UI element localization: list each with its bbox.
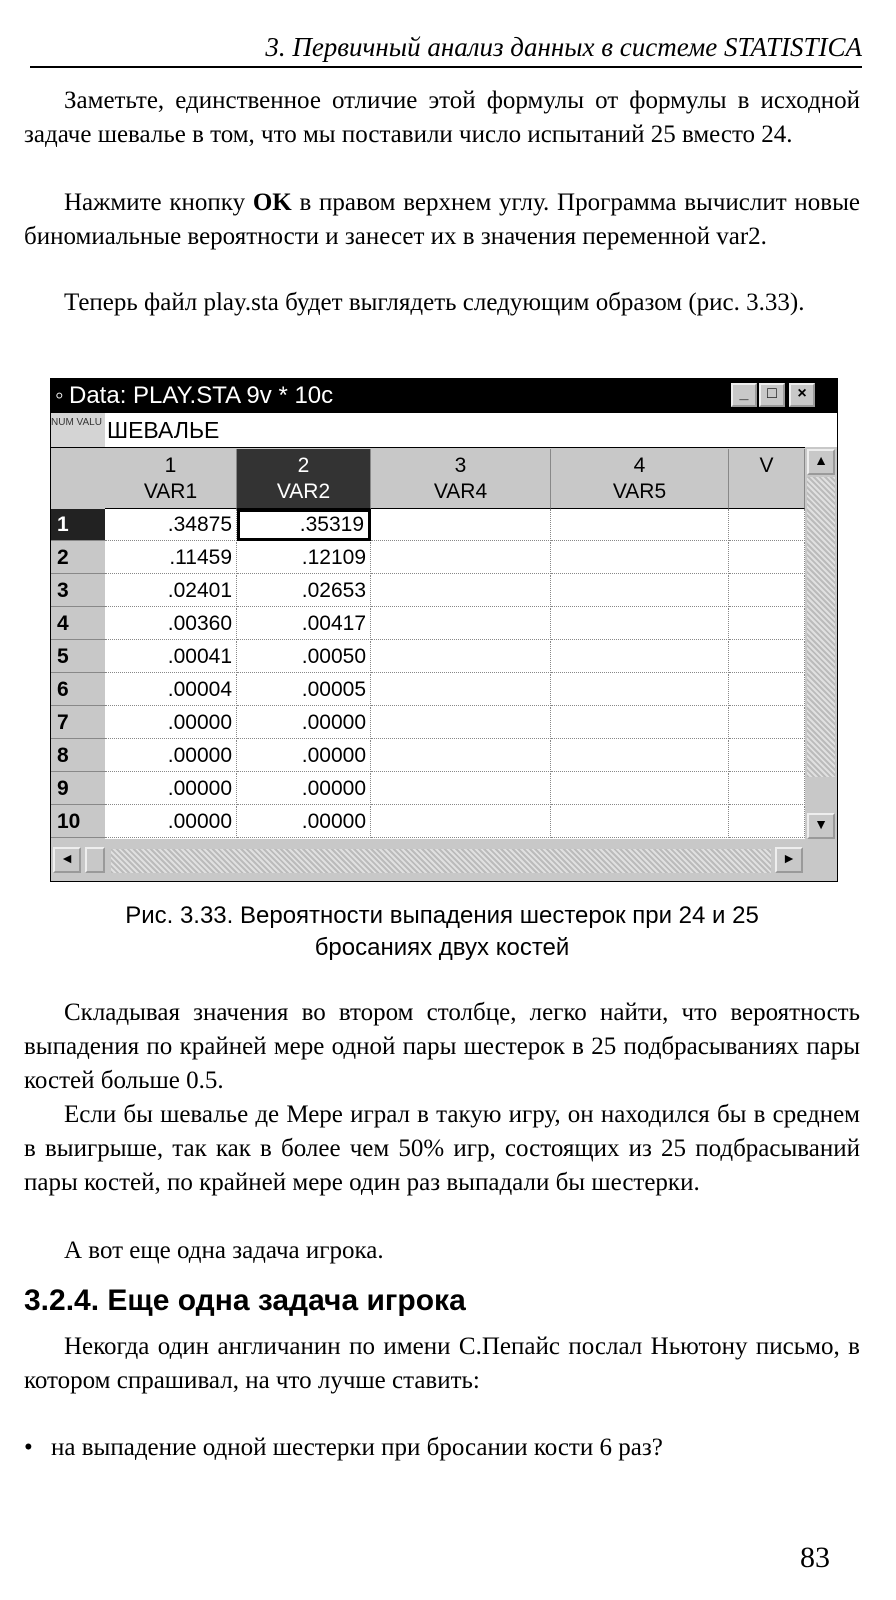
table-cell[interactable] [729, 542, 805, 574]
table-cell[interactable] [551, 542, 729, 574]
column-name: VAR2 [276, 480, 331, 503]
column-name: VAR1 [143, 480, 198, 503]
table-cell[interactable] [729, 806, 805, 838]
variable-name-field[interactable]: ШЕВАЛЬЕ [105, 415, 807, 445]
row-header-3[interactable]: 3 [51, 575, 105, 607]
table-cell[interactable]: .00000 [105, 773, 237, 805]
column-number: 2 [297, 454, 310, 477]
table-cell[interactable]: .00417 [237, 608, 371, 640]
table-cell[interactable] [729, 674, 805, 706]
paragraph-5: Если бы шевалье де Мере играл в такую игру, он находился бы в среднем в выигрыше, так как в более чем 50% игр, состоящих из 25 подбрасываний пары костей, по крайней мере один раз выпадали бы шестерки. [24, 1101, 860, 1196]
paragraph-2-end: в правом верхнем углу. Программа вычислит новые биномиальные вероятности и занесет их в значения переменной var2. [24, 189, 860, 250]
table-cell[interactable]: .34875 [105, 509, 237, 541]
table-cell[interactable]: .00000 [237, 806, 371, 838]
paragraph-3: Теперь файл play.sta будет выглядеть следующим образом (рис. 3.33). [64, 289, 805, 316]
table-cell[interactable] [371, 773, 551, 805]
table-cell[interactable] [729, 707, 805, 739]
table-cell[interactable]: .11459 [105, 542, 237, 574]
page-number: 83 [800, 1541, 830, 1574]
table-cell[interactable]: .00000 [237, 707, 371, 739]
row-header-8[interactable]: 8 [51, 740, 105, 772]
paragraph-2-start: Нажмите кнопку [64, 189, 253, 216]
column-number: 1 [164, 454, 177, 477]
close-button[interactable]: × [789, 383, 815, 407]
vertical-scroll-track[interactable] [807, 477, 835, 777]
table-cell[interactable]: .35319 [237, 509, 371, 541]
table-cell[interactable] [729, 641, 805, 673]
column-header-4[interactable] [551, 449, 729, 509]
table-cell[interactable] [551, 773, 729, 805]
column-name: VAR5 [612, 480, 667, 503]
table-cell[interactable] [729, 773, 805, 805]
row-header-7[interactable]: 7 [51, 707, 105, 739]
table-cell[interactable] [551, 674, 729, 706]
table-cell[interactable] [551, 740, 729, 772]
table-cell[interactable] [371, 542, 551, 574]
row-header-9[interactable]: 9 [51, 773, 105, 805]
scroll-right-button[interactable]: ► [775, 847, 803, 873]
window-title: Data: PLAY.STA 9v * 10c [69, 382, 334, 409]
table-cell[interactable] [729, 608, 805, 640]
table-cell[interactable] [729, 509, 805, 541]
table-cell[interactable] [729, 575, 805, 607]
bullet-text: на выпадение одной шестерки при бросании кости 6 раз? [51, 1434, 663, 1461]
table-cell[interactable]: .00000 [237, 773, 371, 805]
table-cell[interactable] [551, 608, 729, 640]
row-header-5[interactable]: 5 [51, 641, 105, 673]
table-cell[interactable]: .12109 [237, 542, 371, 574]
table-cell[interactable]: .00005 [237, 674, 371, 706]
caption-line-1: Рис. 3.33. Вероятности выпадения шестерок при 24 и 25 [125, 902, 759, 929]
table-cell[interactable]: .00000 [105, 806, 237, 838]
horizontal-scroll-track[interactable] [111, 849, 771, 873]
figure-caption [24, 900, 860, 964]
column-name: VAR4 [433, 480, 488, 503]
table-cell[interactable]: .02401 [105, 575, 237, 607]
horizontal-scroll-thumb[interactable] [85, 847, 105, 873]
statistica-data-window[interactable] [50, 378, 838, 882]
caption-line-2: бросаниях двух костей [314, 934, 570, 961]
row-header-2[interactable]: 2 [51, 542, 105, 574]
vertical-scrollbar[interactable] [805, 447, 837, 841]
table-cell[interactable]: .00004 [105, 674, 237, 706]
table-cell[interactable] [551, 641, 729, 673]
row-header-10[interactable]: 10 [51, 806, 105, 838]
column-header-3[interactable] [371, 449, 551, 509]
bullet-icon: • [24, 1434, 33, 1461]
maximize-button[interactable]: □ [759, 383, 785, 407]
data-grid[interactable] [105, 509, 805, 839]
paragraph-4: Складывая значения во втором столбце, легко найти, что вероятность выпадения по крайней мере одной пары шестерок в 25 подбрасываниях пары костей больше 0.5. [24, 999, 860, 1094]
minimize-button[interactable]: _ [731, 383, 757, 407]
table-cell[interactable] [551, 509, 729, 541]
table-cell[interactable] [551, 575, 729, 607]
ok-bold-text: OK [252, 189, 292, 216]
column-number: 3 [454, 454, 467, 477]
horizontal-scrollbar[interactable] [51, 841, 837, 881]
column-header-2[interactable] [237, 449, 371, 509]
row-header-1[interactable]: 1 [51, 509, 105, 541]
table-cell[interactable] [371, 707, 551, 739]
scroll-up-button[interactable]: ▲ [807, 449, 835, 475]
table-cell[interactable]: .00000 [105, 740, 237, 772]
table-cell[interactable]: .00000 [237, 740, 371, 772]
variable-name-row [51, 413, 837, 448]
paragraph-1: Заметьте, единственное отличие этой формулы от формулы в исходной задаче шевалье в том, что мы поставили число испытаний 25 вместо 24. [24, 87, 860, 148]
table-cell[interactable]: .00000 [105, 707, 237, 739]
column-number: 4 [633, 454, 646, 477]
table-cell[interactable] [371, 674, 551, 706]
scroll-left-button[interactable]: ◄ [53, 847, 81, 873]
table-cell[interactable]: .00041 [105, 641, 237, 673]
table-cell[interactable] [729, 740, 805, 772]
table-cell[interactable] [551, 806, 729, 838]
paragraph-7: Некогда один англичанин по имени С.Пепайс послал Ньютону письмо, в котором спрашивал, на что лучше ставить: [24, 1333, 860, 1394]
window-titlebar[interactable] [51, 379, 837, 413]
section-heading: 3.2.4. Еще одна задача игрока [24, 1284, 466, 1317]
paragraph-2 [24, 186, 860, 254]
scroll-down-button[interactable]: ▼ [807, 813, 835, 839]
column-header-1[interactable] [105, 449, 237, 509]
column-header-5[interactable] [729, 449, 805, 509]
table-cell[interactable] [371, 608, 551, 640]
table-cell[interactable] [551, 707, 729, 739]
table-cell[interactable]: .02653 [237, 575, 371, 607]
bullet-item [24, 1431, 860, 1465]
table-cell[interactable]: .00360 [105, 608, 237, 640]
table-cell[interactable] [371, 806, 551, 838]
table-cell[interactable]: .00050 [237, 641, 371, 673]
table-cell[interactable] [371, 575, 551, 607]
row-header-6[interactable]: 6 [51, 674, 105, 706]
running-header: 3. Первичный анализ данных в системе STATISTICA [30, 28, 862, 68]
num-value-toggle[interactable]: NUM VALU [51, 413, 105, 447]
column-name: V [759, 454, 774, 477]
paragraph-6: А вот еще одна задача игрока. [64, 1237, 384, 1264]
window-menu-icon[interactable]: ◦ [55, 382, 64, 409]
row-header-4[interactable]: 4 [51, 608, 105, 640]
table-cell[interactable] [371, 740, 551, 772]
table-cell[interactable] [371, 641, 551, 673]
table-cell[interactable] [371, 509, 551, 541]
